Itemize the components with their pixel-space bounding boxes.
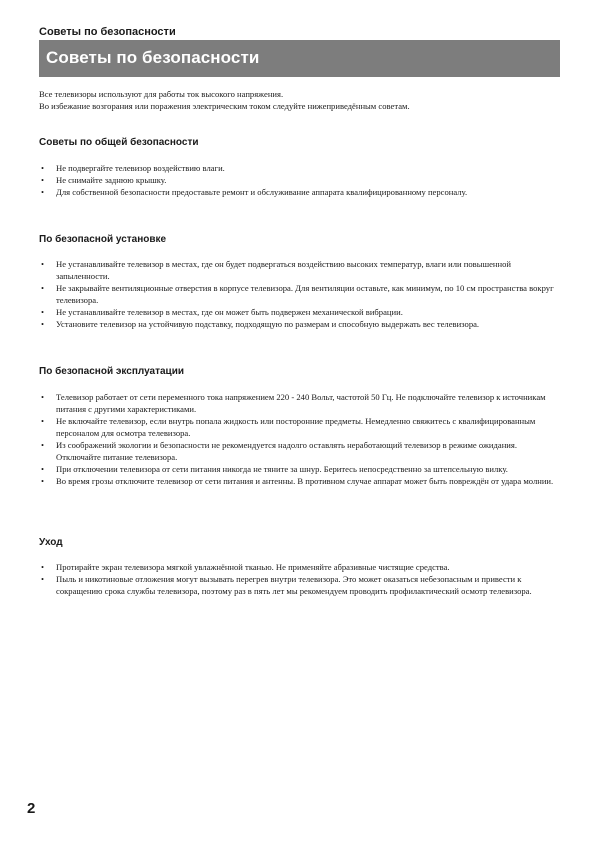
intro-line: Во избежание возгорания или поражения электрическим током следуйте нижеприведённым советам. <box>39 101 410 111</box>
list-item <box>39 561 560 573</box>
list-item <box>39 573 560 597</box>
list-item-text: Не устанавливайте телевизор в местах, где он может быть подвержен механической вибрации. <box>56 307 403 317</box>
installation-list <box>39 258 560 330</box>
list-item-text: Во время грозы отключите телевизор от сети питания и антенны. В противном случае аппарат может быть повреждён от удара молнии. <box>56 476 554 486</box>
running-head: Советы по безопасности <box>39 26 176 38</box>
page-number: 2 <box>27 800 36 817</box>
bullet-icon: • <box>41 562 45 572</box>
list-item-text: Не закрывайте вентиляционные отверстия в корпусе телевизора. Для вентиляции оставьте, как минимум, по 10 см пространства вокруг телевизора. <box>56 283 554 305</box>
list-item-text: Из соображений экологии и безопасности не рекомендуется надолго оставлять неработающий телевизор в режиме ожидания. Отключайте питание телевизора. <box>56 440 517 462</box>
bullet-icon: • <box>41 259 45 269</box>
bullet-icon: • <box>41 319 45 329</box>
bullet-icon: • <box>41 574 45 584</box>
intro-line: Все телевизоры используют для работы ток высокого напряжения. <box>39 89 284 99</box>
list-item <box>39 415 560 439</box>
list-item <box>39 318 560 330</box>
list-item-text: Не подвергайте телевизор воздействию влаги. <box>56 163 225 173</box>
list-item-text: Пыль и никотиновые отложения могут вызывать перегрев внутри телевизора. Это может оказаться небезопасным и привести к сокращению срока службы телевизора, поэтому раз в пять лет мы рекомендуем проводить профилактический осмотр телевизора. <box>56 574 532 596</box>
list-item <box>39 186 560 198</box>
bullet-icon: • <box>41 476 45 486</box>
bullet-icon: • <box>41 440 45 450</box>
care-list <box>39 561 560 597</box>
section-heading-care: Уход <box>39 537 63 548</box>
list-item-text: Не включайте телевизор, если внутрь попала жидкость или посторонние предметы. Немедленно свяжитесь с квалифицированным персоналом для осмотра телевизора. <box>56 416 536 438</box>
bullet-icon: • <box>41 283 45 293</box>
section-heading-general-safety: Советы по общей безопасности <box>39 137 199 148</box>
section-heading-installation: По безопасной установке <box>39 234 167 245</box>
intro-paragraph <box>39 88 560 112</box>
list-item-text: Не устанавливайте телевизор в местах, где он будет подвергаться воздействию высоких температур, влаги или повышенной запыленности. <box>56 259 511 281</box>
list-item <box>39 463 560 475</box>
list-item <box>39 258 560 282</box>
list-item-text: Установите телевизор на устойчивую подставку, подходящую по размерам и способную выдержать вес телевизора. <box>56 319 480 329</box>
list-item <box>39 475 560 487</box>
list-item <box>39 174 560 186</box>
page-title: Советы по безопасности <box>46 48 260 67</box>
bullet-icon: • <box>41 392 45 402</box>
list-item <box>39 439 560 463</box>
general-safety-list <box>39 162 560 198</box>
title-bar <box>39 40 560 77</box>
bullet-icon: • <box>41 175 45 185</box>
list-item-text: Не снимайте заднюю крышку. <box>56 175 167 185</box>
bullet-icon: • <box>41 464 45 474</box>
list-item <box>39 306 560 318</box>
list-item-text: Телевизор работает от сети переменного тока напряжением 220 - 240 Вольт, частотой 50 Гц. Не подключайте телевизор к источникам питания с другими характеристиками. <box>56 392 546 414</box>
bullet-icon: • <box>41 416 45 426</box>
bullet-icon: • <box>41 307 45 317</box>
bullet-icon: • <box>41 163 45 173</box>
list-item <box>39 162 560 174</box>
bullet-icon: • <box>41 187 45 197</box>
operation-list <box>39 391 560 487</box>
list-item-text: Для собственной безопасности предоставьте ремонт и обслуживание аппарата квалифицированному персоналу. <box>56 187 468 197</box>
section-heading-operation: По безопасной эксплуатации <box>39 366 184 377</box>
list-item-text: При отключении телевизора от сети питания никогда не тяните за шнур. Беритесь непосредственно за штепсельную вилку. <box>56 464 508 474</box>
list-item <box>39 282 560 306</box>
list-item-text: Протирайте экран телевизора мягкой увлажнённой тканью. Не применяйте абразивные чистящие средства. <box>56 562 450 572</box>
list-item <box>39 391 560 415</box>
